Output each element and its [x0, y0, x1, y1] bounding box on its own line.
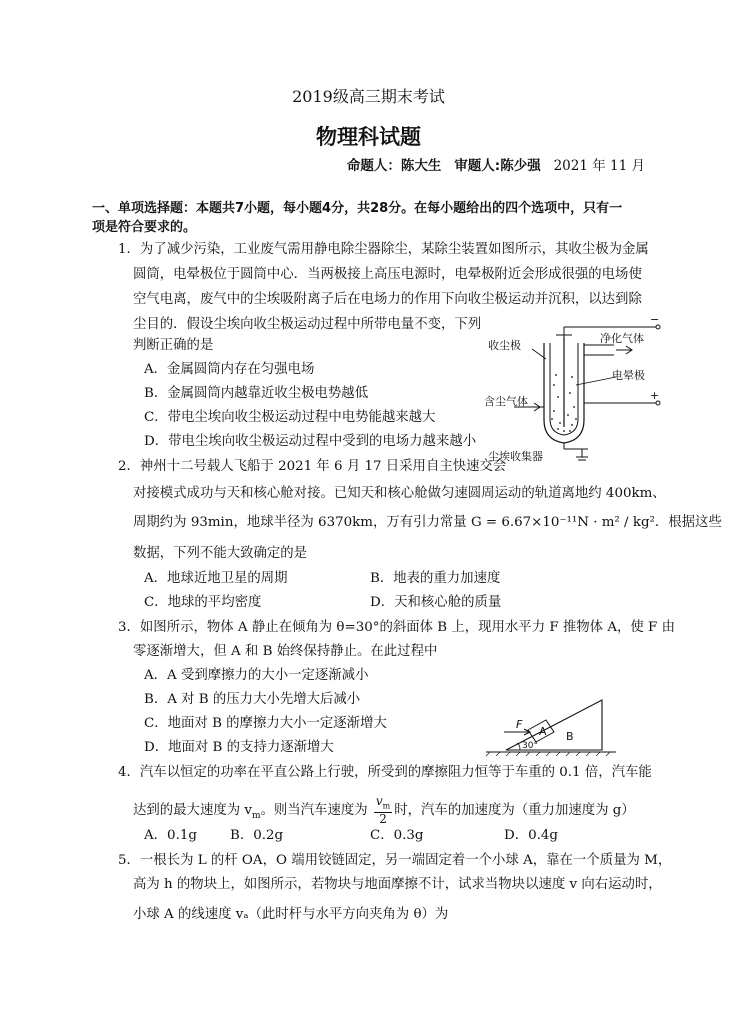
q1-line3: 空气电离，废气中的尘埃吸附离子后在电场力的作用下向收尘极运动并沉积，以达到除: [133, 292, 642, 307]
angle-label: 30°: [522, 741, 538, 751]
q5-line1: 5．一根长为 L 的杆 OA，O 端用铰链固定，另一端固定着一个小球 A，靠在一个质量为 M，: [118, 853, 672, 868]
label-corona-electrode: 电晕极: [612, 369, 645, 382]
byline: [347, 157, 645, 175]
q4-option-d: D．0.4g: [504, 828, 558, 843]
label-collector-electrode: 收尘极: [488, 339, 521, 352]
q4-fraction: $\frac{v_m}{2}$: [375, 794, 391, 827]
q4-option-c: C．0.3g: [370, 828, 424, 843]
q3-option-b: B．A 对 B 的压力大小先增大后减小: [144, 692, 361, 707]
q3-incline-figure: [486, 698, 636, 758]
q2-option-a: A．地球近地卫星的周期: [144, 571, 288, 586]
q1-line5: 判断正确的是: [133, 338, 214, 353]
reviewer: 审题人:陈少强: [454, 158, 541, 174]
block-label-a: A: [539, 725, 547, 738]
q3-line1: 3．如图所示，物体 A 静止在倾角为 θ=30°的斜面体 B 上，现用水平力 F 推物体 A，使 F 由: [118, 620, 675, 635]
q2-option-c: C．地球的平均密度: [144, 595, 262, 610]
label-dust-collector: 尘埃收集器: [488, 450, 543, 463]
proposer: 命题人：陈大生: [346, 158, 442, 174]
q4-line1: 4．汽车以恒定的功率在平直公路上行驶，所受到的摩擦阻力恒等于车重的 0.1 倍，汽车能: [118, 765, 652, 780]
q3-option-d: D．地面对 B 的支持力逐渐增大: [144, 740, 334, 755]
label-clean-gas: 净化气体: [600, 332, 644, 345]
q4-line2: 达到的最大速度为 $v_m$。则当汽车速度为 $\frac{v_m}{2}$ 时，汽车的加速度为（重力加速度为 g）: [133, 794, 635, 827]
q3-line2: 零逐渐增大，但 A 和 B 始终保持静止。在此过程中: [133, 644, 438, 659]
terminal-plus: +: [650, 389, 660, 402]
q5-line3: 小球 A 的线速度 vₐ（此时杆与水平方向夹角为 θ）为: [133, 907, 449, 922]
q1-line1: 1．为了减少污染，工业废气需用静电除尘器除尘，某除尘装置如图所示，其收尘极为金属: [118, 242, 649, 257]
q3-option-a: A．A 受到摩擦力的大小一定逐渐减小: [144, 668, 369, 683]
q1-precipitator-figure: [484, 315, 664, 465]
terminal-minus: −: [650, 313, 660, 326]
q5-line2: 高为 h 的物块上，如图所示，若物块与地面摩擦不计，试求当物块以速度 v 向右运动时，: [133, 877, 662, 892]
exam-name: 2019级高三期末考试: [292, 87, 445, 106]
q2-line2: 对接模式成功与天和核心舱对接。已知天和核心舱做匀速圆周运动的轨道离地约 400km、: [133, 486, 666, 501]
q4-option-b: B．0.2g: [230, 828, 284, 843]
q1-option-d: D．带电尘埃向收尘极运动过程中受到的电场力越来越小: [144, 434, 477, 449]
q1-line2: 圆筒，电晕极位于圆筒中心．当两极接上高压电源时，电晕极附近会形成很强的电场使: [133, 267, 642, 282]
label-dusty-gas: 含尘气体: [484, 395, 528, 408]
q2-line1: 2．神州十二号载人飞船于 2021 年 6 月 17 日采用自主快速交会: [118, 459, 507, 474]
q1-line4: 尘目的．假设尘埃向收尘极运动过程中所带电量不变，下列: [133, 317, 482, 332]
q1-option-c: C．带电尘埃向收尘极运动过程中电势能越来越大: [144, 410, 436, 425]
q2-option-d: D．天和核心舱的质量: [370, 595, 502, 610]
force-label-f: F: [516, 718, 523, 731]
section-heading-line1: 一、单项选择题：本题共7小题，每小题4分，共28分。在每小题给出的四个选项中，只有一: [92, 201, 623, 216]
wedge-label-b: B: [566, 730, 574, 743]
section-heading-line2: 项是符合要求的。: [92, 220, 197, 235]
q1-option-b: B．金属圆筒内越靠近收尘极电势越低: [144, 386, 369, 401]
exam-date: 2021 年 11 月: [553, 158, 645, 174]
q2-line4: 数据，下列不能大致确定的是: [133, 546, 308, 561]
q3-option-c: C．地面对 B 的摩擦力大小一定逐渐增大: [144, 716, 387, 731]
q2-option-b: B．地表的重力加速度: [370, 571, 501, 586]
q1-option-a: A．金属圆筒内存在匀强电场: [144, 362, 315, 377]
page-title: 物理科试题: [316, 125, 421, 149]
q4-option-a: A．0.1g: [144, 828, 197, 843]
q2-line3: 周期约为 93min，地球半径为 6370km，万有引力常量 G = 6.67×10⁻¹¹N · m² / kg²．根据这些: [133, 515, 722, 530]
